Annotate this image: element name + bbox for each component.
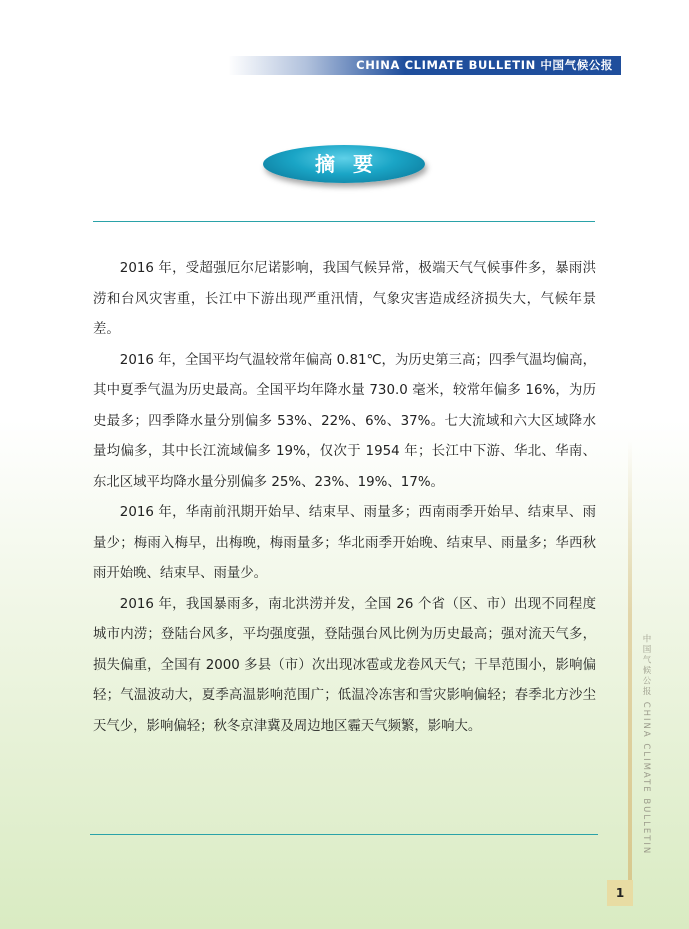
paragraph-2: 2016 年，全国平均气温较常年偏高 0.81℃，为历史第三高；四季气温均偏高，其中夏季气温为历史最高。全国平均年降水量 730.0 毫米，较常年偏多 16%，为历史最多；四季降水量分别偏多 53%、22%、6%、37%。七大流域和六大区域降水量均偏多，其中长江流域偏多 19%，仅次于 1954 年；长江中下游、华北、华南、东北区域平均降水量分别偏多 25%、23%、19%、17%。 <box>93 352 596 490</box>
bulletin-header: CHINA CLIMATE BULLETIN 中国气候公报 <box>228 56 621 75</box>
abstract-body <box>93 254 596 742</box>
side-vertical-label: 中国气候公报 CHINA CLIMATE BULLETIN <box>641 634 651 856</box>
top-divider <box>93 221 595 222</box>
paragraph-4: 2016 年，我国暴雨多，南北洪涝并发，全国 26 个省（区、市）出现不同程度城市内涝；登陆台风多，平均强度强，登陆强台风比例为历史最高；强对流天气多，损失偏重，全国有 2000 多县（市）次出现冰雹或龙卷风天气；干旱范围小，影响偏轻；气温波动大，夏季高温影响范围广；低温冷冻害和雪灾影响偏轻；春季北方沙尘天气少，影响偏轻；秋冬京津冀及周边地区霾天气频繁，影响大。 <box>93 596 596 734</box>
side-decoration-line <box>628 440 632 880</box>
bottom-divider <box>90 834 598 835</box>
paragraph-3: 2016 年，华南前汛期开始早、结束早、雨量多；西南雨季开始早、结束早、雨量少；梅雨入梅早，出梅晚，梅雨量多；华北雨季开始晚、结束早、雨量多；华西秋雨开始晚、结束早、雨量少。 <box>93 505 596 581</box>
section-title: 摘要 <box>263 145 425 183</box>
page-number: 1 <box>607 880 633 906</box>
paragraph-1: 2016 年，受超强厄尔尼诺影响，我国气候异常，极端天气气候事件多，暴雨洪涝和台风灾害重，长江中下游出现严重汛情，气象灾害造成经济损失大，气候年景差。 <box>93 261 596 337</box>
